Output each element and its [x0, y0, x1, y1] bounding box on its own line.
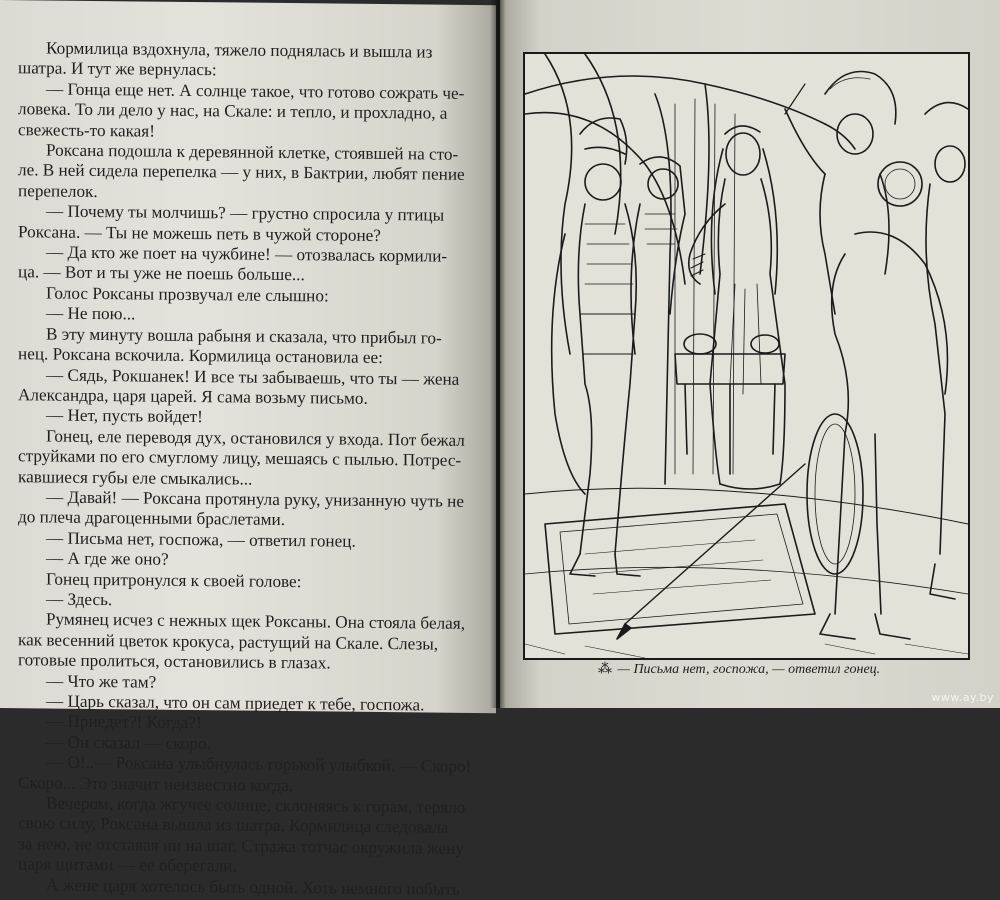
- text-line: — Почему ты молчишь? — грустно спросила у птицы: [46, 201, 445, 225]
- text-line: Роксана. — Ты не можешь петь в чужой стороне?: [18, 221, 381, 245]
- text-line: Голос Роксаны прозвучал еле слышно:: [46, 283, 329, 306]
- text-line: — Царь сказал, что он сам приедет к тебе, госпожа.: [46, 691, 425, 715]
- text-line: — А где же оно?: [46, 548, 169, 569]
- text-line: — Здесь.: [46, 589, 113, 610]
- text-line: — Гонца еще нет. А солнце такое, что готово сожрать че-: [46, 79, 465, 103]
- text-line: готовые пролиться, остановились в глазах.: [18, 650, 331, 673]
- text-line: — Он сказал — скоро.: [46, 732, 211, 754]
- text-line: Румянец исчез с нежных щек Роксаны. Она стояла белая,: [46, 609, 465, 634]
- text-line: А жене царя хотелось быть одной. Хоть немного побыть: [46, 875, 460, 899]
- text-line: ловека. То ли дело у нас, на Скале: и тепло, и прохладно, а: [18, 99, 448, 123]
- text-line: шатра. И тут же вернулась:: [18, 58, 217, 80]
- text-line: — Что же там?: [46, 671, 157, 692]
- text-line: — Не пою...: [46, 303, 136, 324]
- text-line: — О!..— Роксана улыбнулась горькой улыбкой. — Скоро!: [46, 752, 472, 777]
- caption-text: — Письма нет, госпожа, — ответил гонец.: [617, 662, 881, 677]
- text-line: — Нет, пусть войдет!: [46, 405, 203, 427]
- text-line: — Да кто же поет на чужбине! — отозвалась кормили-: [46, 242, 448, 266]
- text-line: до плеча драгоценными браслетами.: [18, 507, 286, 530]
- text-line: Вечером, когда жгучее солнце, склоняясь к горам, теряло: [46, 793, 466, 817]
- text-line: нец. Роксана вскочила. Кормилица остановила ее:: [18, 344, 383, 368]
- text-line: кавшиеся губы еле смыкались...: [18, 466, 253, 489]
- illustration: [523, 52, 970, 660]
- text-line: как весенний цветок крокуса, растущий на Скале. Слезы,: [18, 629, 439, 654]
- text-line: свою силу, Роксана вышла из шатра. Кормилица следовала: [18, 813, 449, 838]
- text-line: — Письма нет, госпожа, — ответил гонец.: [46, 528, 356, 551]
- text-line: за нею, не отставая ни на шаг. Стража тотчас окружила жену: [18, 834, 464, 858]
- text-line: Скоро... Это значит неизвестно когда.: [18, 772, 294, 795]
- text-line: царя щитами — ее оберегали.: [18, 854, 237, 876]
- text-line: — Давай! — Роксана протянула руку, унизанную чуть не: [46, 487, 464, 511]
- illustration-drawing: [525, 54, 968, 658]
- text-line: Роксана подошла к деревянной клетке, стоявшей на сто-: [46, 140, 459, 164]
- story-text: [18, 38, 474, 900]
- caption-ornament: ⁂: [598, 662, 612, 677]
- text-line: перепелок.: [18, 181, 98, 201]
- text-line: — Сядь, Рокшанек! И все ты забываешь, что ты — жена: [46, 364, 460, 389]
- text-line: Кормилица вздохнула, тяжело поднялась и вышла из: [46, 38, 433, 62]
- left-page: [0, 0, 496, 899]
- watermark: www.ay.by: [931, 691, 994, 704]
- text-line: Гонец, еле переводя дух, остановился у входа. Пот бежал: [46, 426, 465, 450]
- text-line: ца. — Вот и ты уже не поешь больше...: [18, 262, 305, 285]
- text-line: ле. В ней сидела перепелка — у них, в Бактрии, любят пение: [18, 160, 465, 185]
- text-line: Гонец притронулся к своей голове:: [46, 569, 302, 591]
- text-line: — Приедет?! Когда?!: [46, 711, 202, 733]
- book-gutter: [490, 0, 506, 708]
- text-line: свежесть-то какая!: [18, 119, 155, 141]
- text-line: В эту минуту вошла рабыня и сказала, что прибыл го-: [46, 324, 442, 348]
- illustration-caption: [598, 661, 898, 678]
- text-line: струйками по его смуглому лицу, мешаясь с пылью. Потрес-: [18, 446, 462, 470]
- text-line: Александра, царя царей. Я сама возьму письмо.: [18, 385, 368, 408]
